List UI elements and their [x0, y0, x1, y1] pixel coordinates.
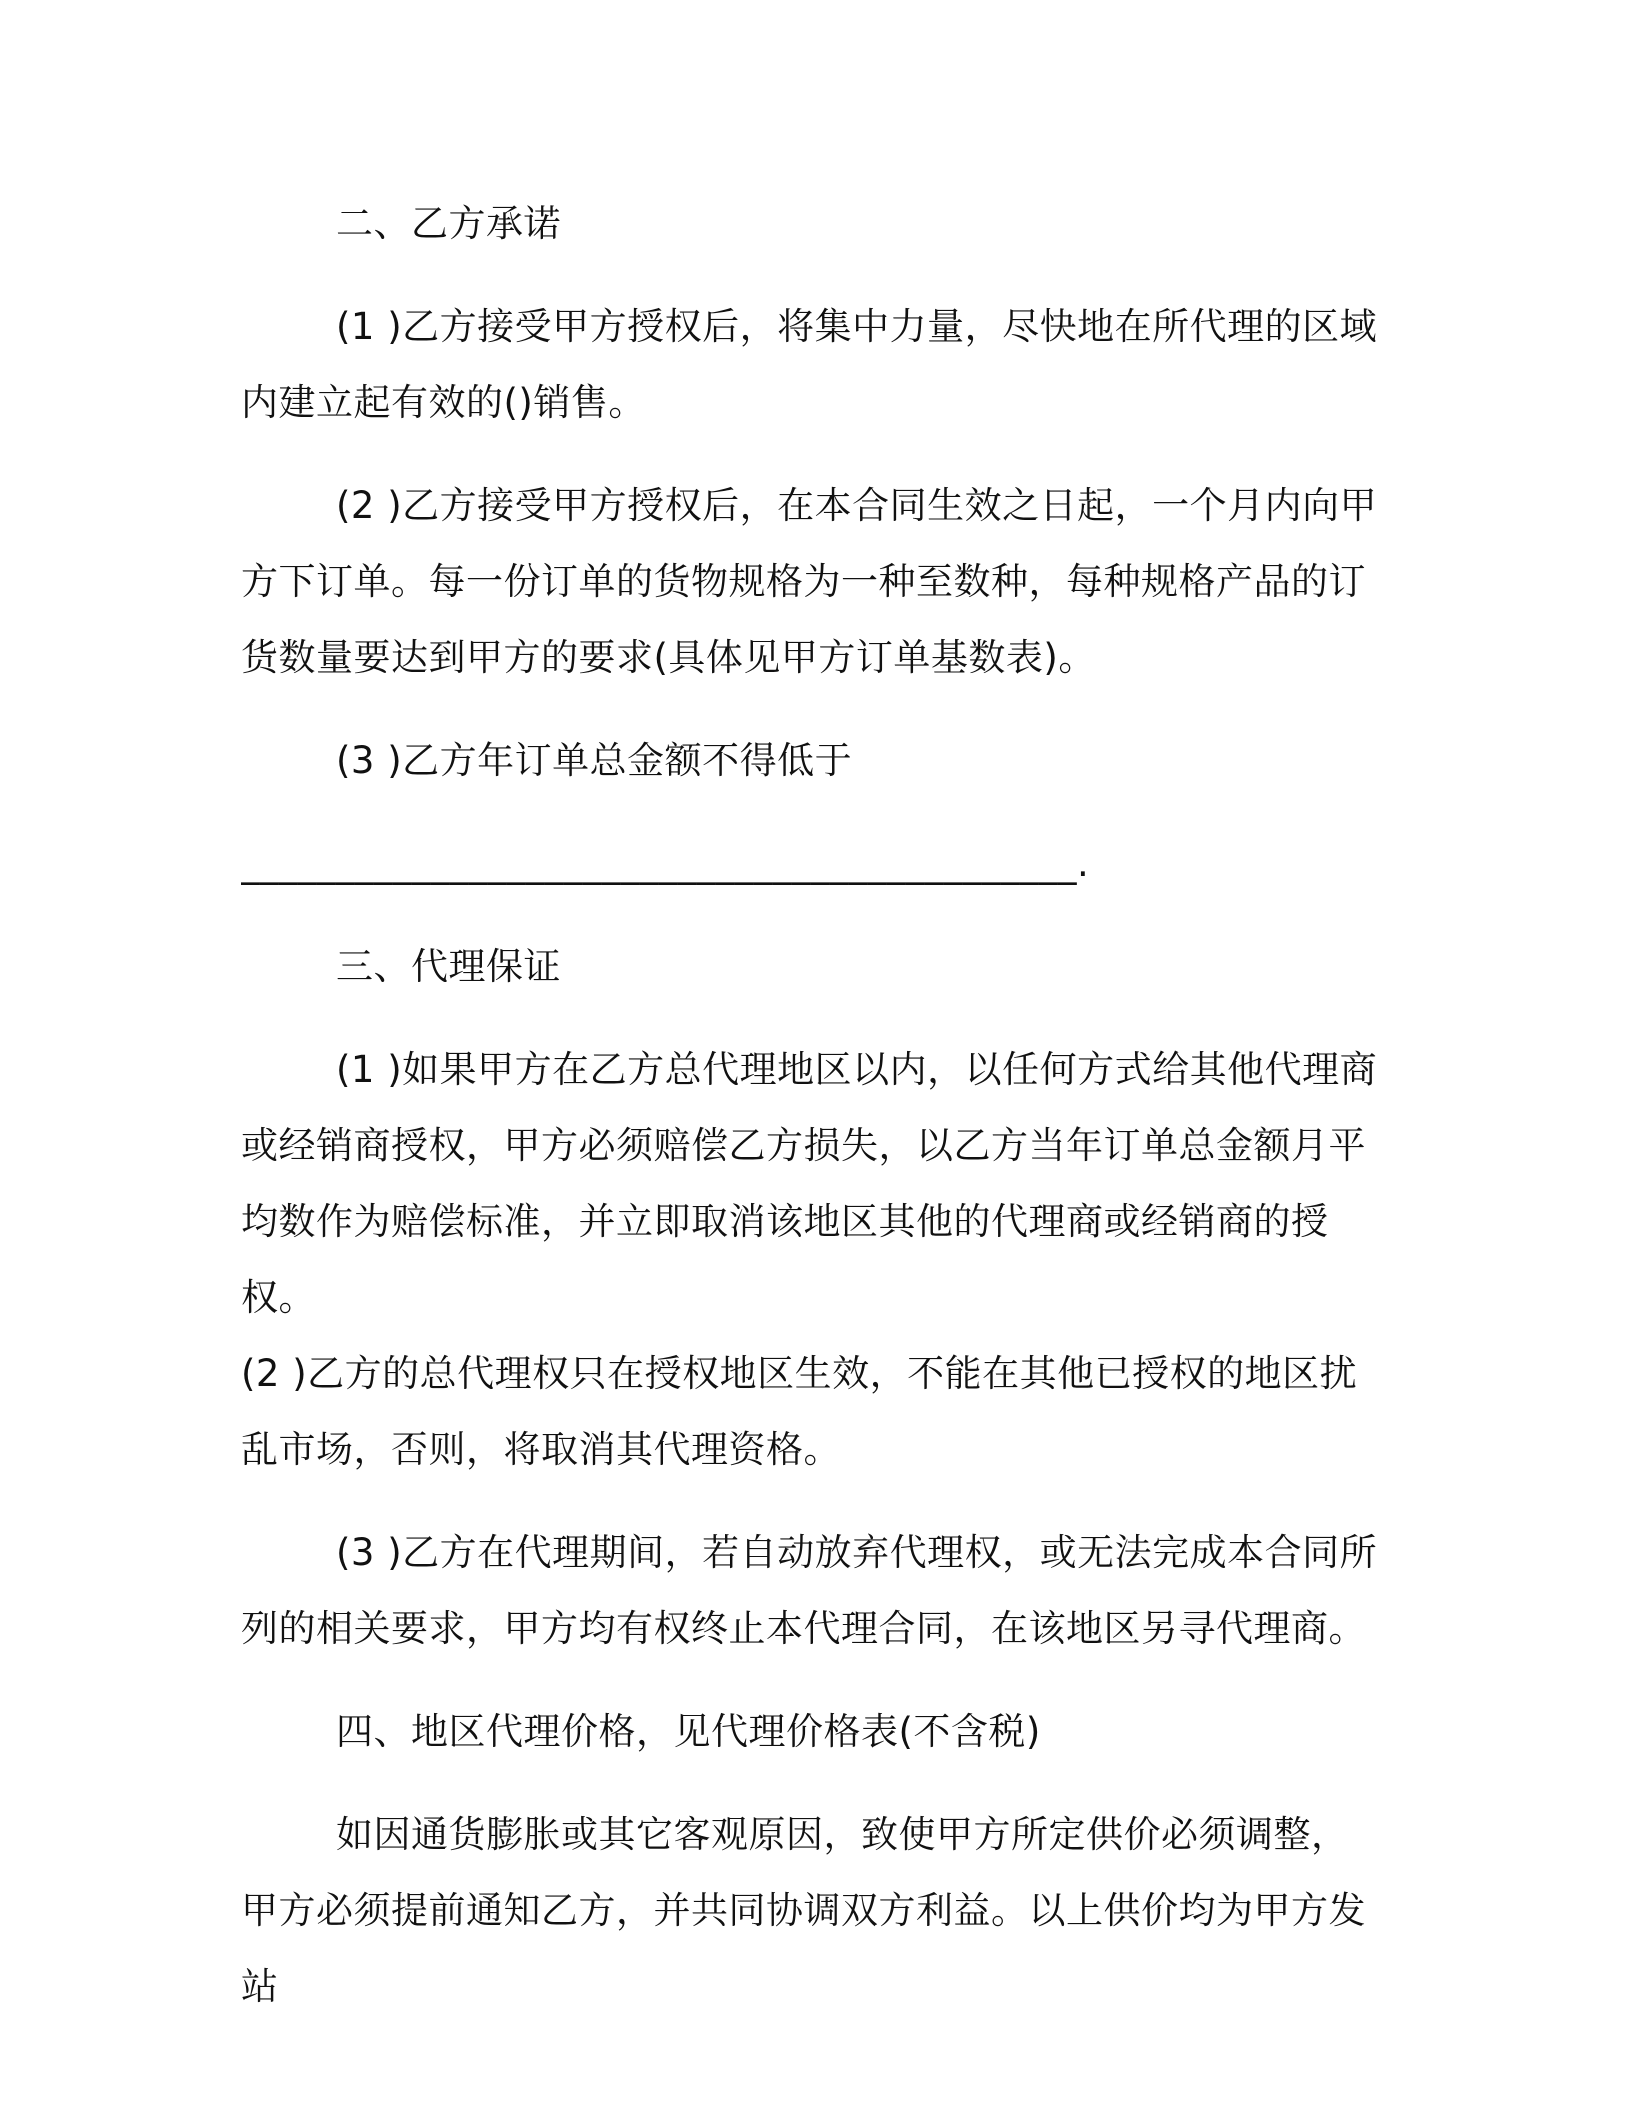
commitment-clause-1: (1 )乙方接受甲方授权后，将集中力量，尽快地在所代理的区域内建立起有效的()销售。	[241, 305, 1378, 424]
amount-blank-line: ____________________________________________.	[241, 842, 1090, 885]
guarantee-clause-3: (3 )乙方在代理期间，若自动放弃代理权，或无法完成本合同所列的相关要求，甲方均有权终止本代理合同，在该地区另寻代理商。	[241, 1531, 1378, 1650]
guarantee-clause-2: (2 )乙方的总代理权只在授权地区生效，不能在其他已授权的地区扰乱市场，否则，将取消其代理资格。	[241, 1352, 1358, 1471]
section-heading-commitments: 二、乙方承诺	[336, 202, 561, 245]
commitment-clause-2: (2 )乙方接受甲方授权后，在本合同生效之日起，一个月内向甲方下订单。每一份订单的货物规格为一种至数种，每种规格产品的订货数量要达到甲方的要求(具体见甲方订单基数表)。	[241, 484, 1378, 679]
document-body	[241, 186, 1381, 2052]
section-heading-guarantee: 三、代理保证	[336, 945, 561, 988]
commitment-clause-3: (3 )乙方年订单总金额不得低于	[336, 739, 853, 782]
guarantee-clause-1: (1 )如果甲方在乙方总代理地区以内，以任何方式给其他代理商或经销商授权，甲方必须赔偿乙方损失，以乙方当年订单总金额月平均数作为赔偿标准，并立即取消该地区其他的代理商或经销商的授权。	[241, 1048, 1378, 1319]
section-heading-pricing: 四、地区代理价格，见代理价格表(不含税)	[336, 1710, 1041, 1753]
pricing-clause: 如因通货膨胀或其它客观原因，致使甲方所定供价必须调整，甲方必须提前通知乙方，并共同协调双方利益。以上供价均为甲方发站	[241, 1813, 1366, 2008]
